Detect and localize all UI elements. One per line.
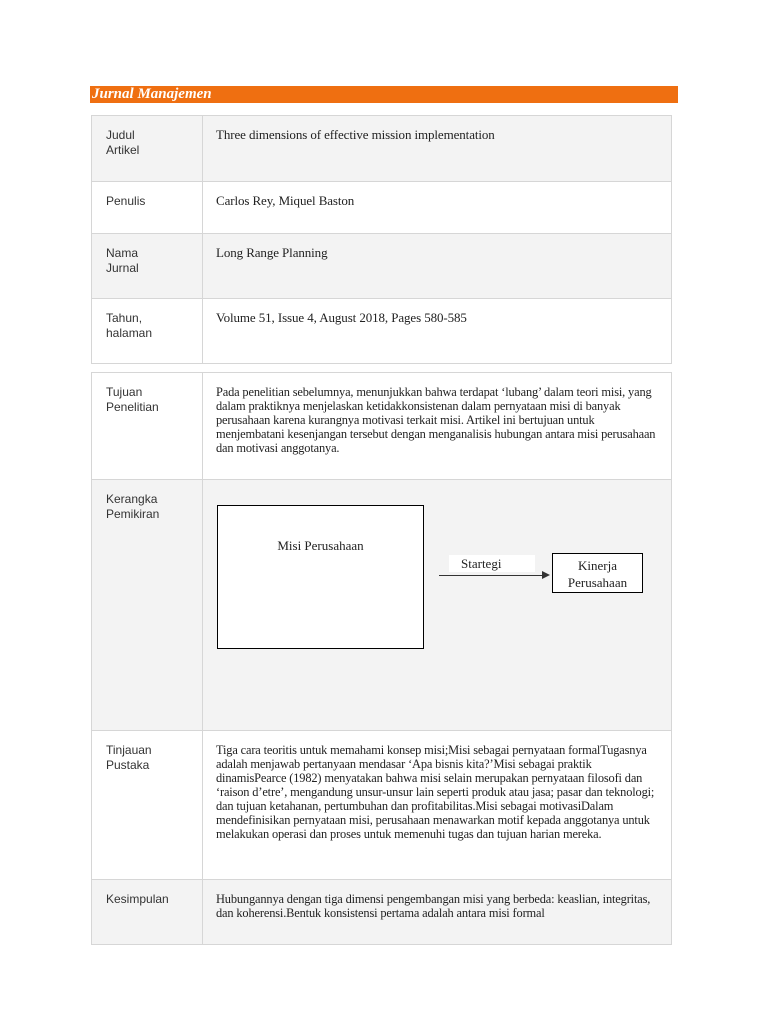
label-line: Penelitian bbox=[106, 400, 159, 414]
label-line: Jurnal bbox=[106, 261, 139, 275]
table-row bbox=[92, 373, 672, 480]
label-line: Artikel bbox=[106, 143, 140, 157]
performance-box-line: Perusahaan bbox=[567, 575, 628, 590]
document-title: Jurnal Manajemen bbox=[92, 86, 212, 102]
mission-box-label: Misi Perusahaan bbox=[277, 538, 364, 553]
row-label-tahun bbox=[92, 299, 203, 364]
row-label-judul bbox=[92, 116, 203, 182]
performance-box-line: Kinerja bbox=[578, 558, 617, 573]
row-label-penulis bbox=[92, 182, 203, 234]
label-line: Penulis bbox=[106, 194, 146, 208]
row-label-tinjauan bbox=[92, 731, 203, 880]
article-title: Three dimensions of effective mission implementation bbox=[216, 127, 495, 142]
article-summary-table bbox=[91, 372, 672, 945]
row-value-nama-jurnal bbox=[203, 234, 672, 299]
label-line: halaman bbox=[106, 326, 153, 340]
volume-pages: Volume 51, Issue 4, August 2018, Pages 580-585 bbox=[216, 310, 467, 325]
label-line: Pustaka bbox=[106, 758, 150, 772]
label-line: Pemikiran bbox=[106, 507, 160, 521]
table-row bbox=[92, 299, 672, 364]
label-line: Kesimpulan bbox=[106, 892, 169, 906]
row-value-tahun bbox=[203, 299, 672, 364]
research-objective-text: Pada penelitian sebelumnya, menunjukkan bahwa terdapat ‘lubang’ dalam teori misi, yang dalam praktiknya menjelaskan ketidakkonsistenan dalam pernyataan misi di banyak perusahaan karena kurangnya motivasi terkait misi. Artikel ini bertujuan untuk menjembatani kesenjangan tersebut dengan menganalisis hubungan antara misi perusahaan dan motivasi anggotanya. bbox=[216, 385, 656, 455]
label-line: Nama bbox=[106, 246, 139, 260]
literature-review-text: Tiga cara teoritis untuk memahami konsep misi;Misi sebagai pernyataan formalTugasnya adalah menjawab pertanyaan mendasar ‘Apa bisnis kita?’Misi sebagai praktik dinamisPearce (1982) menyatakan bahwa misi selain merupakan pernyataan filosofi dan ‘raison d’etre’, mengandung unsur-unsur lain seperti produk atau jasa; pasar dan teknologi; dan tujuan ketahanan, pertumbuhan dan profitabilitas.Misi sebagai motivasiDalam mendefinisikan pernyataan misi, perusahaan menawarkan motif kepada anggotanya untuk melakukan operasi dan proses untuk memenuhi tugas dan tujuan harian mereka. bbox=[216, 743, 655, 841]
label-line: Tahun, bbox=[106, 311, 143, 325]
journal-name: Long Range Planning bbox=[216, 245, 328, 260]
row-label-nama-jurnal bbox=[92, 234, 203, 299]
row-value-kesimpulan bbox=[203, 880, 672, 945]
mission-box bbox=[217, 505, 424, 649]
arrow-head-icon bbox=[542, 571, 550, 579]
strategy-arrow-line bbox=[439, 575, 543, 576]
strategy-label: Startegi bbox=[449, 555, 535, 572]
framework-diagram bbox=[216, 480, 671, 730]
row-value-kerangka bbox=[203, 480, 672, 731]
table-row bbox=[92, 182, 672, 234]
row-label-kerangka bbox=[92, 480, 203, 731]
row-label-tujuan bbox=[92, 373, 203, 480]
performance-box bbox=[552, 553, 643, 593]
label-line: Tinjauan bbox=[106, 743, 152, 757]
conclusion-text: Hubungannya dengan tiga dimensi pengembangan misi yang berbeda: keaslian, integritas, dan koherensi.Bentuk konsistensi pertama adalah antara misi formal bbox=[216, 892, 651, 920]
row-label-kesimpulan bbox=[92, 880, 203, 945]
article-info-table bbox=[91, 115, 672, 364]
label-line: Judul bbox=[106, 128, 135, 142]
label-line: Tujuan bbox=[106, 385, 143, 399]
table-row bbox=[92, 880, 672, 945]
row-value-penulis bbox=[203, 182, 672, 234]
table-row bbox=[92, 116, 672, 182]
header-bar bbox=[90, 86, 678, 103]
row-value-tinjauan bbox=[203, 731, 672, 880]
row-value-tujuan bbox=[203, 373, 672, 480]
row-value-judul bbox=[203, 116, 672, 182]
table-row bbox=[92, 731, 672, 880]
authors: Carlos Rey, Miquel Baston bbox=[216, 193, 355, 208]
table-row bbox=[92, 480, 672, 731]
label-line: Kerangka bbox=[106, 492, 158, 506]
table-row bbox=[92, 234, 672, 299]
